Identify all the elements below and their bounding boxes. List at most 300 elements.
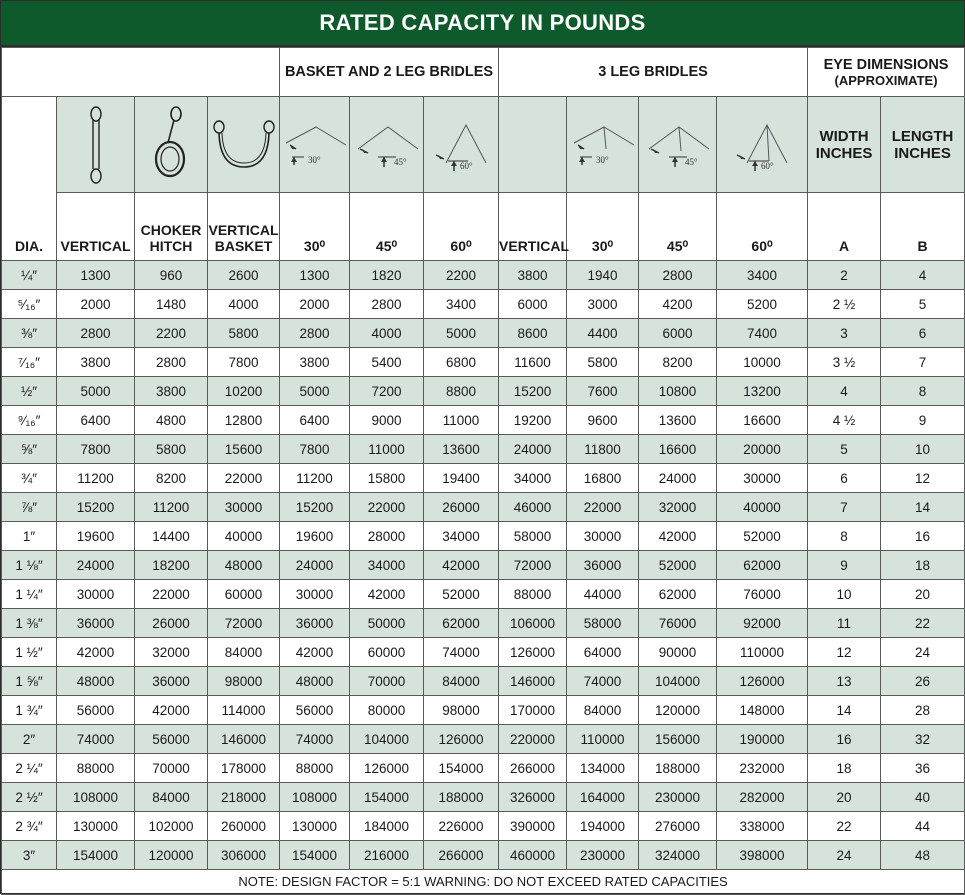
table-cell: 9000 (350, 406, 424, 435)
table-cell: 10000 (717, 348, 808, 377)
table-cell: 36000 (280, 609, 350, 638)
table-cell: 1300 (280, 261, 350, 290)
table-cell: 11 (808, 609, 881, 638)
table-cell: 5400 (350, 348, 424, 377)
table-cell: 4000 (208, 290, 280, 319)
table-cell: 3800 (280, 348, 350, 377)
column-header-row (2, 193, 965, 261)
table-cell: 188000 (424, 783, 499, 812)
table-cell: 6 (881, 319, 965, 348)
table-cell: 146000 (499, 667, 567, 696)
table-cell: 108000 (57, 783, 135, 812)
table-cell: 13600 (639, 406, 717, 435)
table-cell: 7800 (57, 435, 135, 464)
table-cell: 11600 (499, 348, 567, 377)
table-cell: 3000 (567, 290, 639, 319)
table-cell: 7400 (717, 319, 808, 348)
table-cell: 266000 (499, 754, 567, 783)
table-cell: 62000 (717, 551, 808, 580)
table-cell: 34000 (499, 464, 567, 493)
table-cell: 9 (881, 406, 965, 435)
table-cell: 16 (881, 522, 965, 551)
column-header: VERTICAL BASKET (208, 193, 280, 261)
table-cell: 32000 (135, 638, 208, 667)
column-header: CHOKER HITCH (135, 193, 208, 261)
table-cell: 2600 (208, 261, 280, 290)
table-cell: 70000 (135, 754, 208, 783)
table-cell: 15200 (280, 493, 350, 522)
table-cell: 42000 (350, 580, 424, 609)
table-cell: 22000 (135, 580, 208, 609)
table-cell: 282000 (717, 783, 808, 812)
table-cell: 114000 (208, 696, 280, 725)
diameter-cell: 1 ⅜″ (2, 609, 57, 638)
table-cell: 76000 (717, 580, 808, 609)
table-cell: 2200 (135, 319, 208, 348)
column-header: DIA. (2, 193, 57, 261)
table-cell: 9600 (567, 406, 639, 435)
table-cell: 15200 (57, 493, 135, 522)
table-cell: 130000 (280, 812, 350, 841)
table-row (2, 667, 965, 696)
table-cell: 2000 (280, 290, 350, 319)
table-row (2, 696, 965, 725)
vertical-sling-icon (57, 97, 135, 193)
table-cell: 22 (881, 609, 965, 638)
table-cell: 34000 (424, 522, 499, 551)
column-header: VERTICAL (57, 193, 135, 261)
three-leg-vertical-blank (499, 97, 567, 193)
table-cell: 11200 (57, 464, 135, 493)
table-cell: 106000 (499, 609, 567, 638)
table-cell: 220000 (499, 725, 567, 754)
table-cell: 19400 (424, 464, 499, 493)
table-cell: 24 (808, 841, 881, 870)
table-cell: 1480 (135, 290, 208, 319)
length-inches-header: LENGTH INCHES (881, 97, 965, 193)
table-cell: 80000 (350, 696, 424, 725)
table-cell: 18 (808, 754, 881, 783)
table-cell: 74000 (424, 638, 499, 667)
table-cell: 19600 (280, 522, 350, 551)
table-cell: 154000 (424, 754, 499, 783)
table-cell: 13 (808, 667, 881, 696)
table-cell: 324000 (639, 841, 717, 870)
table-row (2, 348, 965, 377)
table-cell: 9 (808, 551, 881, 580)
table-cell: 64000 (567, 638, 639, 667)
group-eye-dimensions (808, 48, 965, 97)
table-cell: 2800 (135, 348, 208, 377)
table-cell: 3800 (499, 261, 567, 290)
diameter-cell: 2″ (2, 725, 57, 754)
table-cell: 5000 (280, 377, 350, 406)
table-cell: 4 ½ (808, 406, 881, 435)
table-row (2, 580, 965, 609)
table-cell: 6400 (57, 406, 135, 435)
table-cell: 14 (881, 493, 965, 522)
table-cell: 74000 (57, 725, 135, 754)
table-cell: 3400 (424, 290, 499, 319)
bridle-30-icon (280, 97, 350, 193)
table-cell: 74000 (280, 725, 350, 754)
table-row (2, 638, 965, 667)
table-cell: 26000 (424, 493, 499, 522)
table-cell: 92000 (717, 609, 808, 638)
table-cell: 146000 (208, 725, 280, 754)
diameter-cell: 1 ¼″ (2, 580, 57, 609)
diameter-cell: 1 ⅛″ (2, 551, 57, 580)
table-cell: 2 (808, 261, 881, 290)
table-cell: 34000 (350, 551, 424, 580)
table-cell: 3800 (57, 348, 135, 377)
table-cell: 58000 (499, 522, 567, 551)
table-cell: 10800 (639, 377, 717, 406)
table-cell: 108000 (280, 783, 350, 812)
table-cell: 90000 (639, 638, 717, 667)
table-cell: 30000 (280, 580, 350, 609)
table-cell: 40000 (717, 493, 808, 522)
diameter-cell: ⅜″ (2, 319, 57, 348)
table-cell: 3 ½ (808, 348, 881, 377)
table-cell: 120000 (639, 696, 717, 725)
blank-group-header (2, 48, 280, 97)
table-cell: 230000 (639, 783, 717, 812)
table-cell: 960 (135, 261, 208, 290)
table-cell: 22 (808, 812, 881, 841)
diameter-cell: ¾″ (2, 464, 57, 493)
table-cell: 170000 (499, 696, 567, 725)
table-cell: 30000 (717, 464, 808, 493)
column-header: VERTICAL (499, 193, 567, 261)
table-cell: 8600 (499, 319, 567, 348)
table-cell: 10 (808, 580, 881, 609)
table-cell: 398000 (717, 841, 808, 870)
table-cell: 52000 (717, 522, 808, 551)
table-cell: 8 (808, 522, 881, 551)
table-cell: 7800 (208, 348, 280, 377)
table-cell: 2800 (57, 319, 135, 348)
table-cell: 216000 (350, 841, 424, 870)
table-cell: 16600 (717, 406, 808, 435)
table-cell: 84000 (135, 783, 208, 812)
three-leg-45-icon (639, 97, 717, 193)
table-cell: 15200 (499, 377, 567, 406)
column-header: 30⁰ (280, 193, 350, 261)
diameter-cell: ⅞″ (2, 493, 57, 522)
table-cell: 42000 (135, 696, 208, 725)
column-header: 45⁰ (639, 193, 717, 261)
diameter-cell: 1 ½″ (2, 638, 57, 667)
table-cell: 306000 (208, 841, 280, 870)
table-cell: 88000 (280, 754, 350, 783)
table-cell: 1820 (350, 261, 424, 290)
table-cell: 120000 (135, 841, 208, 870)
table-cell: 18 (881, 551, 965, 580)
table-cell: 2 ½ (808, 290, 881, 319)
table-cell: 52000 (424, 580, 499, 609)
table-cell: 42000 (424, 551, 499, 580)
table-cell: 226000 (424, 812, 499, 841)
table-cell: 40000 (208, 522, 280, 551)
table-cell: 84000 (208, 638, 280, 667)
column-header: A (808, 193, 881, 261)
table-cell: 110000 (567, 725, 639, 754)
dia-spacer (2, 97, 57, 193)
table-cell: 130000 (57, 812, 135, 841)
diameter-cell: 1 ⅝″ (2, 667, 57, 696)
table-cell: 22000 (567, 493, 639, 522)
table-cell: 7800 (280, 435, 350, 464)
diameter-cell: ⁹⁄₁₆″ (2, 406, 57, 435)
table-cell: 102000 (135, 812, 208, 841)
table-cell: 16800 (567, 464, 639, 493)
table-cell: 266000 (424, 841, 499, 870)
table-cell: 6400 (280, 406, 350, 435)
table-cell: 46000 (499, 493, 567, 522)
table-cell: 5800 (208, 319, 280, 348)
table-cell: 218000 (208, 783, 280, 812)
table-cell: 22000 (208, 464, 280, 493)
choker-hitch-icon (135, 97, 208, 193)
table-body (2, 261, 965, 870)
diameter-cell: 2 ¼″ (2, 754, 57, 783)
table-cell: 154000 (350, 783, 424, 812)
table-cell: 24000 (57, 551, 135, 580)
table-cell: 48000 (280, 667, 350, 696)
table-cell: 15800 (350, 464, 424, 493)
three-leg-30-icon (567, 97, 639, 193)
table-cell: 62000 (424, 609, 499, 638)
table-cell: 20 (808, 783, 881, 812)
table-cell: 11200 (135, 493, 208, 522)
table-cell: 84000 (424, 667, 499, 696)
table-cell: 5800 (135, 435, 208, 464)
table-cell: 36 (881, 754, 965, 783)
table-cell: 5200 (717, 290, 808, 319)
angle-label: 60° (761, 160, 774, 171)
chart-title: RATED CAPACITY IN POUNDS (1, 1, 964, 47)
table-cell: 12800 (208, 406, 280, 435)
table-row (2, 551, 965, 580)
table-cell: 48000 (208, 551, 280, 580)
table-row (2, 406, 965, 435)
table-cell: 60000 (350, 638, 424, 667)
table-row (2, 783, 965, 812)
table-cell: 24 (881, 638, 965, 667)
angle-label: 45° (684, 156, 698, 167)
table-cell: 4000 (350, 319, 424, 348)
table-cell: 36000 (57, 609, 135, 638)
table-cell: 18200 (135, 551, 208, 580)
table-cell: 72000 (208, 609, 280, 638)
table-cell: 42000 (57, 638, 135, 667)
eye-dimensions-sub: (APPROXIMATE) (834, 72, 938, 88)
table-row (2, 377, 965, 406)
table-cell: 11800 (567, 435, 639, 464)
table-cell: 5 (808, 435, 881, 464)
table-cell: 230000 (567, 841, 639, 870)
column-header: 45⁰ (350, 193, 424, 261)
table-cell: 1300 (57, 261, 135, 290)
table-cell: 28 (881, 696, 965, 725)
diameter-cell: ¼″ (2, 261, 57, 290)
column-header: 30⁰ (567, 193, 639, 261)
table-row (2, 754, 965, 783)
table-cell: 5000 (424, 319, 499, 348)
table-row (2, 812, 965, 841)
table-cell: 36000 (135, 667, 208, 696)
column-header: 60⁰ (717, 193, 808, 261)
bridle-60-icon (424, 97, 499, 193)
table-cell: 4 (881, 261, 965, 290)
table-cell: 16 (808, 725, 881, 754)
table-row (2, 435, 965, 464)
group-basket-bridles: BASKET AND 2 LEG BRIDLES (280, 48, 499, 97)
table-cell: 20 (881, 580, 965, 609)
table-cell: 88000 (499, 580, 567, 609)
table-cell: 44 (881, 812, 965, 841)
diameter-cell: ⅝″ (2, 435, 57, 464)
table-cell: 30000 (208, 493, 280, 522)
table-row (2, 609, 965, 638)
table-cell: 98000 (208, 667, 280, 696)
angle-label: 60° (460, 160, 473, 171)
table-cell: 72000 (499, 551, 567, 580)
table-cell: 3800 (135, 377, 208, 406)
table-cell: 8800 (424, 377, 499, 406)
table-cell: 30000 (567, 522, 639, 551)
table-cell: 4 (808, 377, 881, 406)
three-leg-60-icon (717, 97, 808, 193)
diameter-cell: ½″ (2, 377, 57, 406)
table-row (2, 522, 965, 551)
vertical-basket-icon (208, 97, 280, 193)
table-cell: 5800 (567, 348, 639, 377)
table-cell: 126000 (717, 667, 808, 696)
table-cell: 56000 (135, 725, 208, 754)
table-cell: 11000 (424, 406, 499, 435)
table-cell: 5000 (57, 377, 135, 406)
table-cell: 156000 (639, 725, 717, 754)
table-cell: 126000 (424, 725, 499, 754)
footer-note: NOTE: DESIGN FACTOR = 5:1 WARNING: DO NOT EXCEED RATED CAPACITIES (2, 870, 965, 895)
table-cell: 50000 (350, 609, 424, 638)
table-cell: 8200 (639, 348, 717, 377)
table-cell: 62000 (639, 580, 717, 609)
table-cell: 4400 (567, 319, 639, 348)
table-cell: 460000 (499, 841, 567, 870)
table-cell: 88000 (57, 754, 135, 783)
diameter-cell: 1″ (2, 522, 57, 551)
table-cell: 42000 (280, 638, 350, 667)
table-cell: 110000 (717, 638, 808, 667)
table-cell: 76000 (639, 609, 717, 638)
table-cell: 2200 (424, 261, 499, 290)
table-cell: 126000 (499, 638, 567, 667)
table-cell: 104000 (350, 725, 424, 754)
table-cell: 7600 (567, 377, 639, 406)
table-cell: 13200 (717, 377, 808, 406)
table-cell: 5 (881, 290, 965, 319)
table-row (2, 464, 965, 493)
table-cell: 148000 (717, 696, 808, 725)
angle-label: 45° (393, 156, 407, 167)
table-cell: 154000 (57, 841, 135, 870)
table-cell: 188000 (639, 754, 717, 783)
table-row (2, 725, 965, 754)
table-cell: 98000 (424, 696, 499, 725)
table-cell: 20000 (717, 435, 808, 464)
table-cell: 56000 (280, 696, 350, 725)
table-cell: 4200 (639, 290, 717, 319)
table-row (2, 493, 965, 522)
table-row (2, 290, 965, 319)
table-cell: 28000 (350, 522, 424, 551)
diameter-cell: ⁵⁄₁₆″ (2, 290, 57, 319)
table-cell: 52000 (639, 551, 717, 580)
table-cell: 24000 (639, 464, 717, 493)
table-cell: 22000 (350, 493, 424, 522)
table-cell: 60000 (208, 580, 280, 609)
table-cell: 40 (881, 783, 965, 812)
table-cell: 11200 (280, 464, 350, 493)
table-cell: 3400 (717, 261, 808, 290)
table-cell: 48000 (57, 667, 135, 696)
column-header: B (881, 193, 965, 261)
table-cell: 4800 (135, 406, 208, 435)
table-cell: 6000 (499, 290, 567, 319)
diameter-cell: 2 ¾″ (2, 812, 57, 841)
table-cell: 84000 (567, 696, 639, 725)
table-cell: 12 (881, 464, 965, 493)
table-cell: 48 (881, 841, 965, 870)
diameter-cell: 3″ (2, 841, 57, 870)
table-cell: 104000 (639, 667, 717, 696)
table-cell: 8 (881, 377, 965, 406)
table-cell: 276000 (639, 812, 717, 841)
table-cell: 70000 (350, 667, 424, 696)
table-cell: 13600 (424, 435, 499, 464)
table-cell: 74000 (567, 667, 639, 696)
table-cell: 32000 (639, 493, 717, 522)
table-cell: 2000 (57, 290, 135, 319)
diameter-cell: 1 ¾″ (2, 696, 57, 725)
table-row (2, 261, 965, 290)
table-cell: 11000 (350, 435, 424, 464)
table-cell: 2800 (350, 290, 424, 319)
table-cell: 184000 (350, 812, 424, 841)
table-row (2, 319, 965, 348)
table-cell: 30000 (57, 580, 135, 609)
table-cell: 14400 (135, 522, 208, 551)
table-row (2, 841, 965, 870)
table-cell: 14 (808, 696, 881, 725)
table-cell: 58000 (567, 609, 639, 638)
angle-label: 30° (307, 154, 321, 165)
table-cell: 232000 (717, 754, 808, 783)
column-header: 60⁰ (424, 193, 499, 261)
table-cell: 7 (881, 348, 965, 377)
table-cell: 190000 (717, 725, 808, 754)
table-cell: 260000 (208, 812, 280, 841)
group-3-leg-bridles: 3 LEG BRIDLES (499, 48, 808, 97)
table-cell: 10 (881, 435, 965, 464)
table-cell: 24000 (280, 551, 350, 580)
bridle-45-icon (350, 97, 424, 193)
table-cell: 42000 (639, 522, 717, 551)
diameter-cell: ⁷⁄₁₆″ (2, 348, 57, 377)
